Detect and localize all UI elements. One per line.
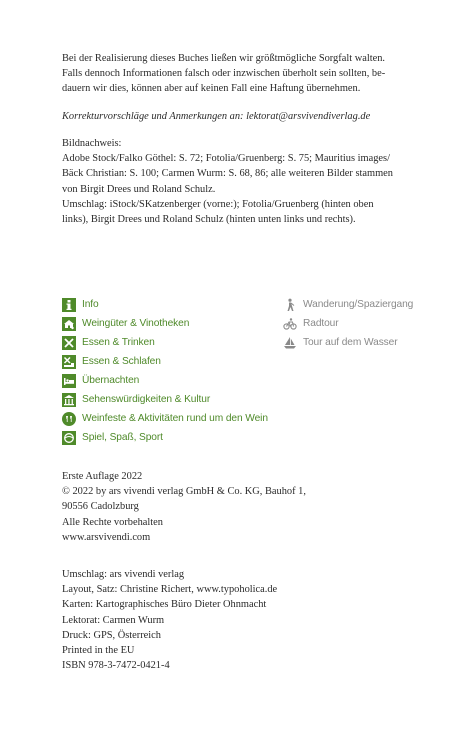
corrections-note	[62, 109, 398, 124]
imprint-line: Layout, Satz: Christine Richert, www.typoholica.de	[62, 584, 278, 596]
legend-column-left	[62, 295, 268, 447]
disclaimer-line: Falls dennoch Informationen falsch oder inzwischen überholt sein sollten, be-	[62, 68, 386, 80]
legend-label: Weingüter & Vinotheken	[82, 318, 190, 329]
legend-item-eat-drink	[62, 333, 268, 352]
hiker-icon	[283, 298, 297, 312]
winery-icon	[62, 317, 76, 331]
credits-heading: Bildnachweis:	[62, 138, 122, 149]
rights-line: Alle Rechte vorbehalten	[62, 516, 163, 528]
edition-line: Erste Auflage 2022	[62, 471, 143, 482]
legend-item-wine-festivals	[62, 409, 268, 428]
legend-item-sights	[62, 390, 268, 409]
legend-item-eat-sleep	[62, 352, 268, 371]
legend-item-hike	[283, 295, 413, 314]
credits-line: Bäck Christian: S. 100; Carmen Wurm: S. 68, 86; alle weiteren Bilder stammen	[62, 168, 393, 180]
edition-info	[62, 469, 398, 545]
legend-label: Übernachten	[82, 375, 140, 386]
legend-item-water-tour	[283, 333, 413, 352]
credits-line: von Birgit Drees und Roland Schulz.	[62, 183, 216, 195]
copyright-line: © 2022 by ars vivendi verlag GmbH & Co. KG, Bauhof 1,	[62, 486, 306, 498]
image-credits	[62, 136, 398, 227]
credits-line: links), Birgit Drees und Roland Schulz (hinten unten links und rechts).	[62, 214, 356, 226]
bicycle-icon	[283, 317, 297, 331]
legend-item-overnight	[62, 371, 268, 390]
boat-icon	[283, 336, 297, 350]
imprint-line: Karten: Kartographisches Büro Dieter Ohnmacht	[62, 599, 267, 611]
legend-label: Weinfeste & Aktivitäten rund um den Wein	[82, 413, 268, 424]
imprint-line: Umschlag: ars vivendi verlag	[62, 569, 185, 580]
isbn-line: ISBN 978-3-7472-0421-4	[62, 660, 170, 672]
legend-label: Sehenswürdigkeiten & Kultur	[82, 394, 211, 405]
legend-label: Spiel, Spaß, Sport	[82, 432, 163, 443]
cutlery-icon	[62, 336, 76, 350]
wine-glasses-icon	[62, 412, 76, 426]
legend-label: Radtour	[303, 318, 339, 329]
disclaimer-line: dauern wir dies, können aber auf keinen Fall eine Haftung übernehmen.	[62, 83, 361, 95]
credits-line: Adobe Stock/Falko Göthel: S. 72; Fotolia/Gruenberg: S. 75; Mauritius images/	[62, 153, 390, 165]
legend-item-winery	[62, 314, 268, 333]
cutlery-bed-icon	[62, 355, 76, 369]
info-icon	[62, 298, 76, 312]
legend-item-sport	[62, 428, 268, 447]
legend-item-info	[62, 295, 268, 314]
bed-icon	[62, 374, 76, 388]
legend-label: Essen & Schlafen	[82, 356, 161, 367]
disclaimer-paragraph	[62, 51, 398, 97]
legend-label: Wanderung/Spaziergang	[303, 299, 414, 310]
legend-label: Info	[82, 299, 99, 310]
symbol-legend	[62, 295, 414, 455]
legend-column-right	[283, 295, 413, 352]
imprint-line: Druck: GPS, Österreich	[62, 629, 161, 641]
website-line: www.arsvivendi.com	[62, 531, 151, 543]
address-line: 90556 Cadolzburg	[62, 501, 139, 513]
disclaimer-line: Bei der Realisierung dieses Buches ließen wir größtmögliche Sorgfalt walten.	[62, 53, 385, 64]
corrections-line: Korrekturvorschläge und Anmerkungen an: lektorat@arsvivendiverlag.de	[62, 111, 371, 122]
landmark-icon	[62, 393, 76, 407]
production-info	[62, 567, 398, 673]
imprint-line: Printed in the EU	[62, 645, 135, 657]
legend-label: Tour auf dem Wasser	[303, 337, 398, 348]
legend-item-bike	[283, 314, 413, 333]
imprint-line: Lektorat: Carmen Wurm	[62, 614, 165, 626]
credits-line: Umschlag: iStock/SKatzenberger (vorne:); Fotolia/Gruenberg (hinten oben	[62, 198, 374, 210]
legend-label: Essen & Trinken	[82, 337, 155, 348]
sport-icon	[62, 431, 76, 445]
